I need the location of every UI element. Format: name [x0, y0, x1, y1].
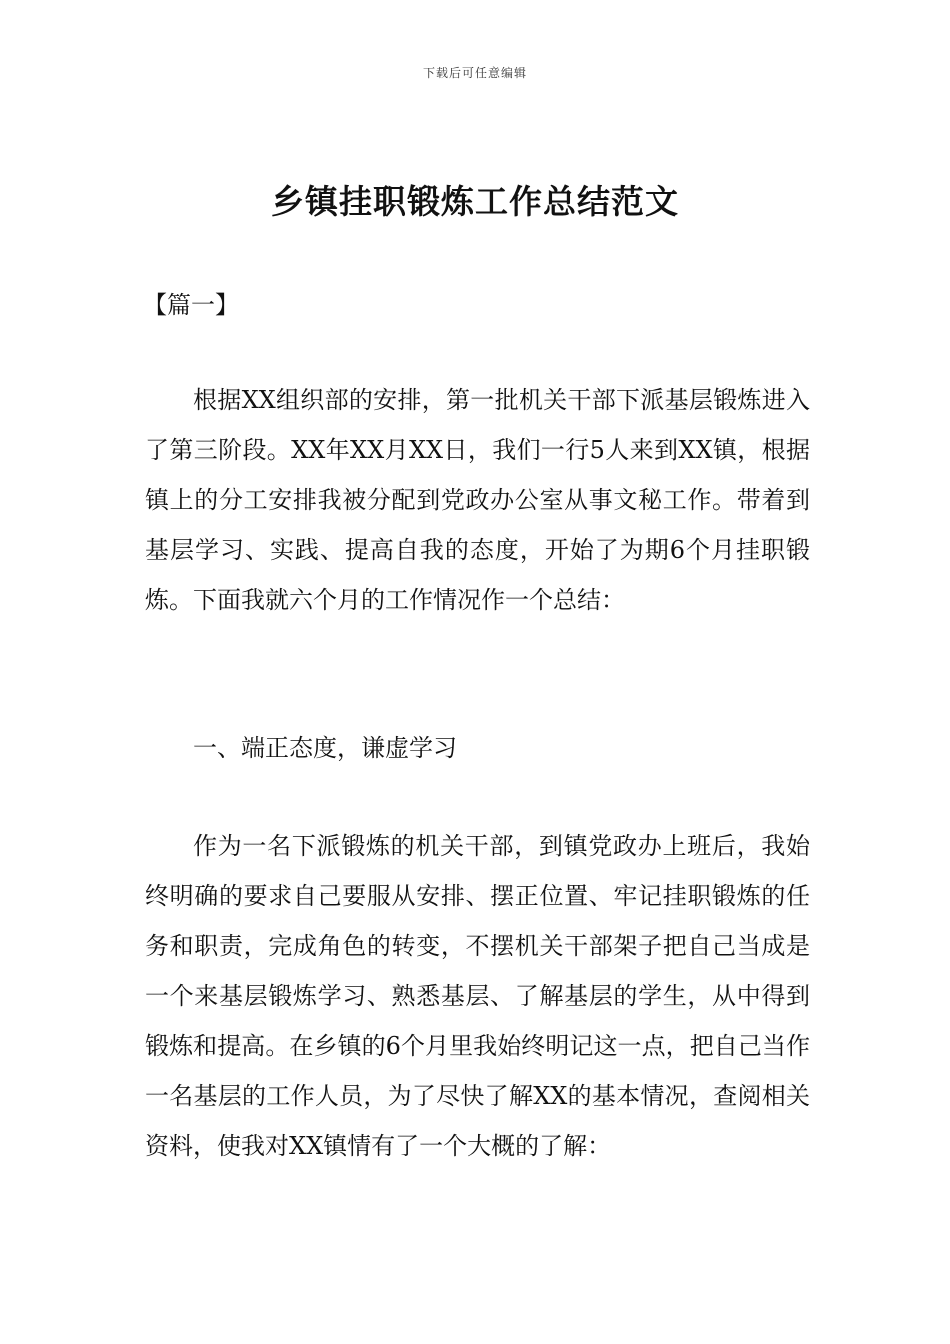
section-heading-1	[145, 723, 810, 773]
header-note: 下载后可任意编辑	[422, 66, 527, 80]
paragraph-1	[145, 375, 810, 625]
section-label: 【篇一】	[143, 291, 239, 319]
paragraph-2-text: 作为一名下派锻炼的机关干部，到镇党政办上班后，我始终明确的要求自己要服从安排、摆正位置、牢记挂职锻炼的任务和职责，完成角色的转变，不摆机关干部架子把自己当成是一个来基层锻炼学习、熟悉基层、了解基层的学生，从中得到锻炼和提高。在乡镇的6个月里我始终明记这一点，把自己当作一名基层的工作人员，为了尽快了解XX的基本情况，查阅相关资料，使我对XX镇情有了一个大概的了解：	[145, 832, 810, 1160]
document-title: 乡镇挂职锻炼工作总结范文	[271, 182, 679, 221]
paragraph-1-text: 根据XX组织部的安排，第一批机关干部下派基层锻炼进入了第三阶段。XX年XX月XX日，我们一行5人来到XX镇，根据镇上的分工安排我被分配到党政办公室从事文秘工作。带着到基层学习、实践、提高自我的态度，开始了为期6个月挂职锻炼。下面我就六个月的工作情况作一个总结：	[145, 386, 810, 614]
section-heading-1-text: 一、端正态度，谦虚学习	[193, 734, 457, 762]
paragraph-2	[145, 821, 810, 1171]
